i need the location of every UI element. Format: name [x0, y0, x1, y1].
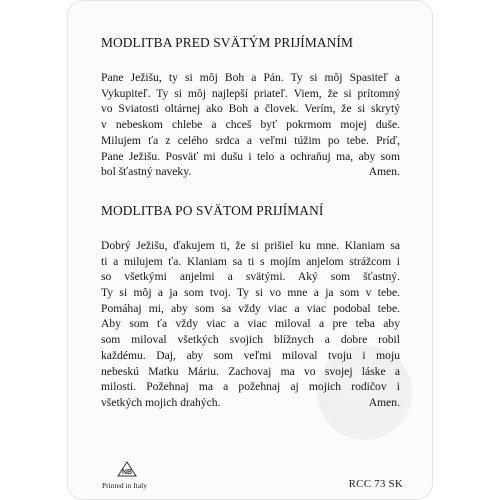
prayer-line: každému. Daj, aby som veľmi miloval tvoju i moju [101, 348, 400, 362]
prayer-line: Ty si môj a ja som tvoj. Ty si vo mne a ja som v tebe. [101, 286, 400, 300]
publisher-logo-icon [116, 460, 138, 478]
prayer-line: Pane Ježišu. Posväť mi dušu i telo a ochraňuj ma, aby som [101, 149, 400, 163]
amen-text: Amen. [368, 395, 400, 409]
prayer-title-after-communion: MODLITBA PO SVÄTOM PRIJÍMANÍ [101, 202, 324, 218]
prayer-line: Pomáhaj mi, aby som sa vždy viac a viac podobal tebe. [101, 301, 400, 315]
product-code: RCC 73 SK [348, 478, 403, 490]
prayer-text-after-communion [101, 238, 400, 411]
prayer-line: nebeskú Matku Máriu. Zachovaj ma vo svojej láske a [101, 364, 400, 378]
prayer-last-line [101, 395, 400, 411]
card-content [101, 34, 400, 411]
prayer-last-line [101, 164, 400, 180]
prayer-line: vo Sviatosti oltárnej ako Boh a človek. Verím, že si skrytý [101, 102, 400, 116]
prayer-line: Dobrý Ježišu, ďakujem ti, že si prišiel ku mne. Klaniam sa [101, 238, 400, 252]
prayer-line-text: všetkých mojich drahých. [101, 395, 221, 409]
logo-text: NB [121, 469, 133, 476]
prayer-card [67, 0, 433, 500]
prayer-line: som miloval všetkých svojich blížnych a dobre robil [101, 333, 400, 347]
prayer-line: Pane Ježišu, ty si môj Boh a Pán. Ty si môj Spasiteľ a [101, 71, 400, 84]
prayer-line: ti a milujem ťa. Klaniam sa ti s mojím anjelom strážcom i [101, 254, 400, 268]
prayer-line: so všetkými anjelmi a svätými. Aký som šťastný. [101, 270, 400, 284]
prayer-line: Milujem ťa z celého srdca a veľmi túžim po tebe. Príď, [101, 133, 400, 147]
prayer-line: Aby som ťa vždy viac a viac miloval a pre teba aby [101, 317, 400, 331]
amen-text: Amen. [368, 165, 400, 179]
printed-in-label: Printed in Italy [102, 481, 147, 490]
prayer-line: v nebeskom chlebe a chceš byť pokrmom mojej duše. [101, 118, 400, 132]
prayer-line-text: bol šťastný naveky. [101, 165, 192, 179]
prayer-line: Vykupiteľ. Ty si môj najlepší priateľ. Viem, že si prítomný [101, 86, 400, 100]
prayer-text-before-communion [101, 70, 400, 180]
prayer-line: milosti. Požehnaj ma a požehnaj aj mojich rodičov i [101, 380, 400, 394]
prayer-title-before-communion: MODLITBA PRED SVÄTÝM PRIJÍMANÍM [101, 35, 353, 50]
